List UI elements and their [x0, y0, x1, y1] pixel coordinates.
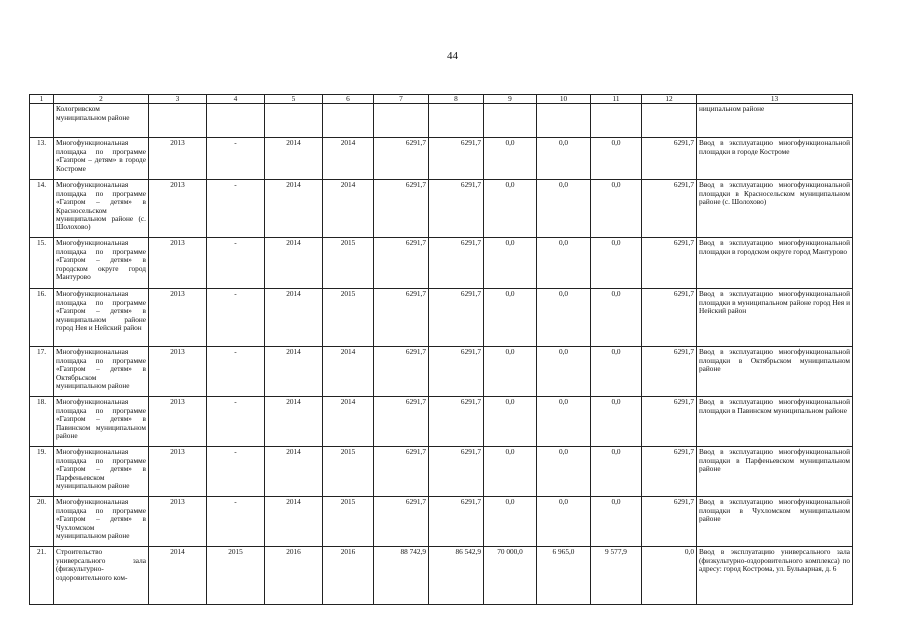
period-start: 2014: [265, 138, 323, 180]
other-funds: 0,0: [591, 180, 642, 238]
table-row: [30, 447, 853, 497]
table-row: [30, 347, 853, 397]
column-header: 2: [54, 95, 149, 104]
federal-funds: 0,0: [484, 238, 537, 289]
result-cell: Ввод в эксплуатацию многофункциональной площадки в Павинском муниципальном районе: [697, 397, 853, 447]
period-start: 2014: [265, 397, 323, 447]
name-cell: Многофункциональная площадка по программе «Газпром – детям» в городском округе город Мантурово: [54, 238, 149, 289]
result-cell: Ввод в эксплуатацию многофункциональной площадки в городе Костроме: [697, 138, 853, 180]
start-year: 2013: [149, 138, 207, 180]
table-row: [30, 138, 853, 180]
period-start: 2014: [265, 347, 323, 397]
federal-funds: 0,0: [484, 397, 537, 447]
start-year: 2013: [149, 447, 207, 497]
row-number: 17.: [30, 347, 54, 397]
amount-2014: 6291,7: [642, 180, 697, 238]
table-row: [30, 180, 853, 238]
amount-2014: 6291,7: [642, 447, 697, 497]
funding-total: 6291,7: [429, 447, 484, 497]
total-cost: 6291,7: [374, 180, 429, 238]
row-number: 21.: [30, 547, 54, 605]
other-funds: 0,0: [591, 497, 642, 547]
period-end: 2014: [323, 347, 374, 397]
table-row: [30, 289, 853, 347]
regional-funds: 0,0: [537, 289, 591, 347]
end-year: -: [207, 289, 265, 347]
regional-funds: 0,0: [537, 397, 591, 447]
start-year: 2013: [149, 347, 207, 397]
amount-2014: 6291,7: [642, 238, 697, 289]
other-funds: 0,0: [591, 447, 642, 497]
period-start: 2014: [265, 497, 323, 547]
regional-funds: 0,0: [537, 347, 591, 397]
start-year: 2013: [149, 397, 207, 447]
funding-total: 6291,7: [429, 138, 484, 180]
end-year: -: [207, 138, 265, 180]
name-cell: Кологривском муниципальном районе: [54, 104, 149, 138]
period-end: 2016: [323, 547, 374, 605]
name-cell: Многофункциональная площадка по программе «Газпром – детям» в муниципальном районе город Нея и Нейский район: [54, 289, 149, 347]
end-year: -: [207, 447, 265, 497]
period-end: 2015: [323, 238, 374, 289]
program-table: [29, 94, 853, 605]
period-end: 2015: [323, 497, 374, 547]
name-cell: Многофункциональная площадка по программе «Газпром – детям» в Чухломском муниципальном районе: [54, 497, 149, 547]
amount-2014: 0,0: [642, 547, 697, 605]
row-number: 19.: [30, 447, 54, 497]
total-cost: 6291,7: [374, 497, 429, 547]
table-row: [30, 547, 853, 605]
funding-total: 6291,7: [429, 289, 484, 347]
column-header: 13: [697, 95, 853, 104]
column-header: 5: [265, 95, 323, 104]
period-start: 2014: [265, 289, 323, 347]
name-cell: Многофункциональная площадка по программе «Газпром – детям» в Октябрьском муниципальном районе: [54, 347, 149, 397]
result-cell: Ввод в эксплуатацию универсального зала (физкультурно-оздоровительного комплекса) по адресу: город Кострома, ул. Бульварная, д. 6: [697, 547, 853, 605]
result-cell: Ввод в эксплуатацию многофункциональной площадки в Чухломском муниципальном районе: [697, 497, 853, 547]
regional-funds: 0,0: [537, 447, 591, 497]
funding-total: 6291,7: [429, 347, 484, 397]
column-header: 4: [207, 95, 265, 104]
period-end: 2015: [323, 447, 374, 497]
other-funds: 9 577,9: [591, 547, 642, 605]
period-end: 2014: [323, 138, 374, 180]
regional-funds: 0,0: [537, 138, 591, 180]
row-number: 13.: [30, 138, 54, 180]
column-header: 7: [374, 95, 429, 104]
period-start: 2014: [265, 447, 323, 497]
result-cell: Ввод в эксплуатацию многофункциональной площадки в муниципальном районе город Нея и Нейский район: [697, 289, 853, 347]
start-year: 2013: [149, 289, 207, 347]
funding-total: 6291,7: [429, 238, 484, 289]
regional-funds: 0,0: [537, 497, 591, 547]
total-cost: 6291,7: [374, 447, 429, 497]
start-year: 2013: [149, 180, 207, 238]
end-year: -: [207, 347, 265, 397]
start-year: 2013: [149, 497, 207, 547]
amount-2014: 6291,7: [642, 397, 697, 447]
federal-funds: 0,0: [484, 138, 537, 180]
name-cell: Многофункциональная площадка по программе «Газпром – детям» в Красносельском муниципальном районе (с. Шолохово): [54, 180, 149, 238]
other-funds: 0,0: [591, 138, 642, 180]
total-cost: 6291,7: [374, 138, 429, 180]
federal-funds: 0,0: [484, 497, 537, 547]
total-cost: 6291,7: [374, 397, 429, 447]
column-header: 6: [323, 95, 374, 104]
period-start: 2014: [265, 238, 323, 289]
total-cost: 6291,7: [374, 238, 429, 289]
regional-funds: 6 965,0: [537, 547, 591, 605]
start-year: 2013: [149, 238, 207, 289]
federal-funds: 0,0: [484, 447, 537, 497]
result-cell: Ввод в эксплуатацию многофункциональной площадки в Красносельском муниципальном районе (с. Шолохово): [697, 180, 853, 238]
column-header: 11: [591, 95, 642, 104]
column-header: 3: [149, 95, 207, 104]
result-cell: ниципальном районе: [697, 104, 853, 138]
amount-2014: 6291,7: [642, 347, 697, 397]
name-cell: Многофункциональная площадка по программе «Газпром – детям» в Павинском муниципальном районе: [54, 397, 149, 447]
other-funds: 0,0: [591, 289, 642, 347]
column-numbers-row: [30, 95, 853, 104]
result-cell: Ввод в эксплуатацию многофункциональной площадки в Октябрьском муниципальном районе: [697, 347, 853, 397]
end-year: -: [207, 238, 265, 289]
start-year: 2014: [149, 547, 207, 605]
federal-funds: 0,0: [484, 347, 537, 397]
row-number: 18.: [30, 397, 54, 447]
amount-2014: 6291,7: [642, 497, 697, 547]
row-number: 15.: [30, 238, 54, 289]
row-number: 16.: [30, 289, 54, 347]
result-cell: Ввод в эксплуатацию многофункциональной площадки в городском округе город Мантурово: [697, 238, 853, 289]
regional-funds: 0,0: [537, 180, 591, 238]
table-row: [30, 238, 853, 289]
period-end: 2014: [323, 180, 374, 238]
table-row: [30, 397, 853, 447]
federal-funds: 0,0: [484, 180, 537, 238]
regional-funds: 0,0: [537, 238, 591, 289]
result-cell: Ввод в эксплуатацию многофункциональной площадки в Парфеньевском муниципальном районе: [697, 447, 853, 497]
name-cell: Многофункциональная площадка по программе «Газпром – детям» в городе Костроме: [54, 138, 149, 180]
period-end: 2015: [323, 289, 374, 347]
period-end: 2014: [323, 397, 374, 447]
column-header: 1: [30, 95, 54, 104]
total-cost: 6291,7: [374, 289, 429, 347]
other-funds: 0,0: [591, 397, 642, 447]
total-cost: 6291,7: [374, 347, 429, 397]
funding-total: 6291,7: [429, 397, 484, 447]
funding-total: 86 542,9: [429, 547, 484, 605]
continuation-row: [30, 104, 853, 138]
row-number: 14.: [30, 180, 54, 238]
period-start: 2014: [265, 180, 323, 238]
end-year: 2015: [207, 547, 265, 605]
period-start: 2016: [265, 547, 323, 605]
end-year: -: [207, 397, 265, 447]
column-header: 9: [484, 95, 537, 104]
end-year: -: [207, 497, 265, 547]
name-cell: Многофункциональная площадка по программе «Газпром – детям» в Парфеньевском муниципальном районе: [54, 447, 149, 497]
row-number: 20.: [30, 497, 54, 547]
column-header: 8: [429, 95, 484, 104]
end-year: -: [207, 180, 265, 238]
other-funds: 0,0: [591, 238, 642, 289]
total-cost: 88 742,9: [374, 547, 429, 605]
column-header: 12: [642, 95, 697, 104]
name-cell: Строительство универсального зала (физкультурно-оздоровительного ком-: [54, 547, 149, 605]
amount-2014: 6291,7: [642, 289, 697, 347]
federal-funds: 0,0: [484, 289, 537, 347]
federal-funds: 70 000,0: [484, 547, 537, 605]
table-row: [30, 497, 853, 547]
other-funds: 0,0: [591, 347, 642, 397]
funding-total: 6291,7: [429, 180, 484, 238]
amount-2014: 6291,7: [642, 138, 697, 180]
page-number: 44: [447, 50, 458, 62]
funding-total: 6291,7: [429, 497, 484, 547]
column-header: 10: [537, 95, 591, 104]
